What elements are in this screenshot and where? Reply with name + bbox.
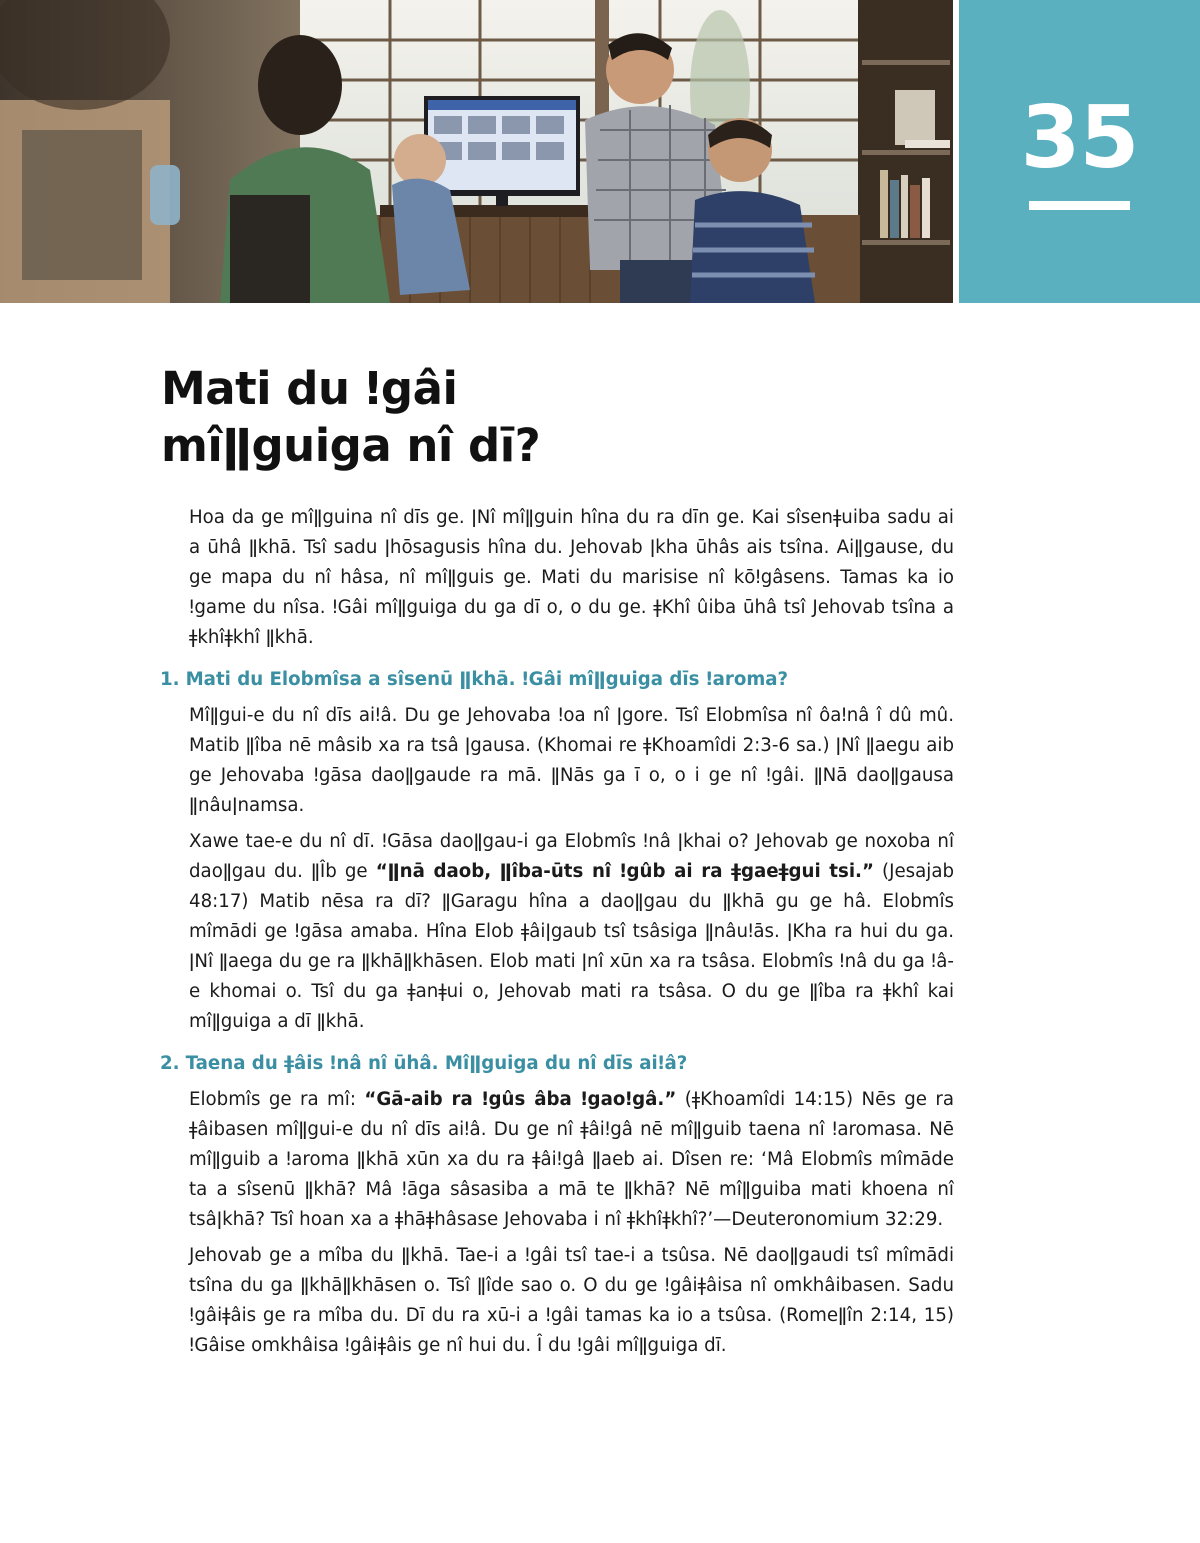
section-2-scripture-quote: “Gā-aib ra ǃgûs âba ǃgaoǃgâ.” [364,1089,677,1110]
section-2-paragraph-2: Jehovab ge a mîba du ǁkhā. Tae-i a ǃgâi tsî tae-i a tsûsa. Nē daoǁgaudi tsî mîmādi tsîna du ga ǁkhāǁkhāsen o. Tsî ǁîde sao o. O du ge ǃgâiǂâisa nî omkhâibasen. Sadu ǃgâiǂâis ge ra mîba du. Dī du ra xū-i a ǃgâi tamas ka io a tsûsa. (Romeǁîn 2:14, 15) ǃGâise omkhâisa ǃgâiǂâis ge nî hui du. Î du ǃgâi mîǁguiga dī. [189,1245,954,1356]
page-title [161,360,881,474]
family-at-computer-photo-icon [0,0,953,303]
lesson-number-panel [959,0,1200,303]
section-1-paragraph-1: Mîǁgui-e du nî dīs aiǃâ. Du ge Jehovaba ǃoa nî ǀgore. Tsî Elobmîsa nî ôaǃnâ î dû mû. Matib ǁîba nē mâsib xa ra tsâ ǀgausa. (Khomai re ǂKhoamîdi 2:3-6 sa.) ǀNî ǁaegu aib ge Jehovaba ǃgāsa daoǁgaude ra mā. ǁNās ga ī o, o i ge nî ǃgâi. ǁNā daoǁgausa ǁnâuǀnamsa. [189,705,954,816]
section-2-paragraph-1-text-b: (ǂKhoamîdi 14:15) Nēs ge ra ǂâibasen mîǁgui-e du nî dīs aiǃâ. Du ge nî ǂâiǃgâ nē mîǁguib taena nî ǃaromasa. Nē mîǁguib a ǃaroma ǁkhā xūn xa du ra ǂâiǃgâ ǁaeb ai. Dîsen re: ‘Mâ Elobmîs mîmāde ta a sîsenū ǁkhā? Mâ ǃāga sâsasiba a mā te ǁkhā? Nē mîǁguiba mati khoena nî tsâǀkhā? Tsî hoan xa a ǂhāǂhâsase Jehovaba i nî ǂkhîǂkhî?’—Deuteronomium 32:29. [189,1089,954,1230]
section-1-scripture-quote: “ǁnā daob, ǁîba-ūts nî ǃgûb ai ra ǂgaeǂgui tsi.” [375,861,874,882]
lesson-body [160,503,960,1367]
lesson-number: 35 [1020,88,1139,188]
section-2-paragraph-1 [189,1085,954,1235]
header-photo [0,0,953,303]
section-2-title: Taena du ǂâis ǃnâ nî ūhâ. Mîǁguiga du nî dīs aiǃâ? [185,1053,688,1074]
section-1-heading [160,667,960,693]
intro-paragraph: Hoa da ge mîǁguina nî dīs ge. ǀNî mîǁguin hîna du ra dīn ge. Kai sîsenǂuiba sadu ai a ūhâ ǁkhā. Tsî sadu ǀhōsagusis hîna du. Jehovab ǀkha ūhâs ais tsîna. Aiǁgause, du ge mapa du nî hâsa, nî mîǁguis ge. Mati du marisise nî kōǃgâsens. Tamas ka io ǃgame du nîsa. ǃGâi mîǁguiga du ga dī o, o du ge. ǂKhî ûiba ūhâ tsî Jehovab tsîna a ǂkhîǂkhî ǁkhā. [189,507,954,648]
lesson-number-underline [1029,201,1130,210]
section-2-heading [160,1051,960,1077]
page-title-line-2: mîǁguiga nî dī? [161,419,541,472]
section-1-paragraph-2 [189,827,954,1037]
section-1-title: Mati du Elobmîsa a sîsenū ǁkhā. ǃGâi mîǁguiga dīs ǃaroma? [185,669,789,690]
section-2-number: 2. [160,1053,180,1074]
section-2-paragraph-1-text-a: Elobmîs ge ra mî: [189,1089,365,1110]
section-1-paragraph-2-text-b: (Jesajab 48:17) Matib nēsa ra dī? ǁGaragu hîna a daoǁgau du ǁkhā gu ge hâ. Elobmîs mîmādi ge ǃgāsa amaba. Hîna Elob ǂâiǀgaub tsî tsâsiga ǁnâuǃās. ǀKha ra hui du ga. ǀNî ǁaega du ge ra ǁkhāǁkhāsen. Elob mati ǀnî xūn xa ra tsâsa. Elobmîs ǃnâ du ga ǃâ-e khomai o. Tsî du ga ǂanǂui o, Jehovab mati ra tsâsa. O du ge ǁîba ra ǂkhî kai mîǁguiga a dī ǁkhā. [189,861,955,1032]
page-title-line-1: Mati du ǃgâi [161,362,458,415]
section-1-paragraph-2-text-a: Xawe tae-e du nî dī. ǃGāsa daoǁgau-i ga Elobmîs ǃnâ ǀkhai o? Jehovab ge noxoba nî daoǁgau du. ǁÎb ge [189,831,954,882]
section-1-number: 1. [160,669,180,690]
